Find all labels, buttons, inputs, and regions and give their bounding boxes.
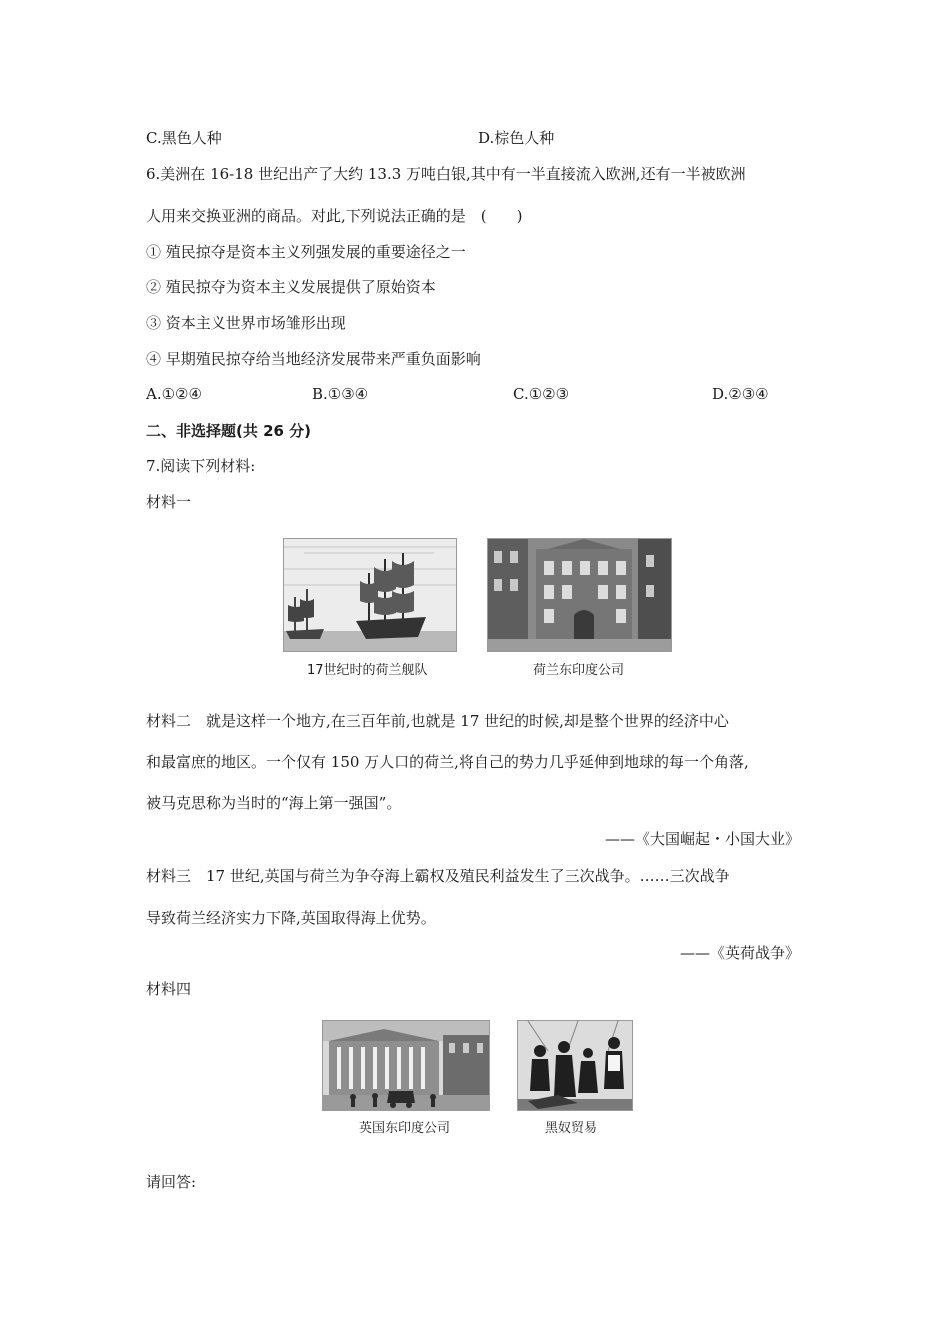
section-heading: 二、非选择题(共 26 分) [146, 422, 312, 440]
q6-statement-2: ② 殖民掠夺为资本主义发展提供了原始资本 [146, 278, 436, 296]
material-2-source: ——《大国崛起・小国大业》 [604, 830, 800, 848]
q6-statement-4: ④ 早期殖民掠夺给当地经济发展带来严重负面影响 [146, 350, 481, 368]
material-2-line2: 和最富庶的地区。一个仅有 150 万人口的荷兰,将自己的势力几乎延伸到地球的每一个角落, [146, 753, 749, 771]
q6-statement-3: ③ 资本主义世界市场雏形出现 [146, 314, 346, 332]
material-3-line1: 材料三 17 世纪,英国与荷兰为争夺海上霸权及殖民利益发生了三次战争。……三次战争 [146, 867, 730, 885]
q6-option-a: A.①②④ [146, 385, 202, 403]
q6-option-b: B.①③④ [312, 385, 369, 403]
dutch-fleet-image [283, 538, 457, 652]
q6-stem-line1: 6.美洲在 16-18 世纪出产了大约 13.3 万吨白银,其中有一半直接流入欧洲,还有一半被欧洲 [146, 165, 746, 183]
q5-option-d: D.棕色人种 [478, 129, 555, 147]
british-east-india-company-image [322, 1020, 490, 1111]
material-3-line2: 导致荷兰经济实力下降,英国取得海上优势。 [146, 909, 436, 927]
dutch-company-caption: 荷兰东印度公司 [533, 663, 625, 678]
material-2-line3: 被马克思称为当时的“海上第一强国”。 [146, 794, 402, 812]
q6-stem-line2: 人用来交换亚洲的商品。对此,下列说法正确的是 ( ) [146, 207, 523, 225]
slave-trade-image [517, 1020, 633, 1111]
dutch-fleet-caption: 17世纪时的荷兰舰队 [307, 663, 428, 678]
q6-option-c: C.①②③ [513, 385, 570, 403]
material-2-line1: 材料二 就是这样一个地方,在三百年前,也就是 17 世纪的时候,却是整个世界的经济中心 [146, 712, 729, 730]
q5-option-c: C.黑色人种 [146, 129, 222, 147]
material-1-label: 材料一 [146, 493, 192, 511]
british-company-caption: 英国东印度公司 [359, 1121, 451, 1136]
dutch-east-india-company-image [487, 538, 672, 652]
material-3-source: ——《英荷战争》 [679, 944, 800, 962]
q7-intro: 7.阅读下列材料: [146, 457, 256, 475]
answer-prompt: 请回答: [146, 1173, 197, 1191]
slave-trade-caption: 黑奴贸易 [545, 1121, 598, 1136]
material-4-label: 材料四 [146, 980, 192, 998]
q6-option-d: D.②③④ [712, 385, 769, 403]
q6-statement-1: ① 殖民掠夺是资本主义列强发展的重要途径之一 [146, 243, 466, 261]
